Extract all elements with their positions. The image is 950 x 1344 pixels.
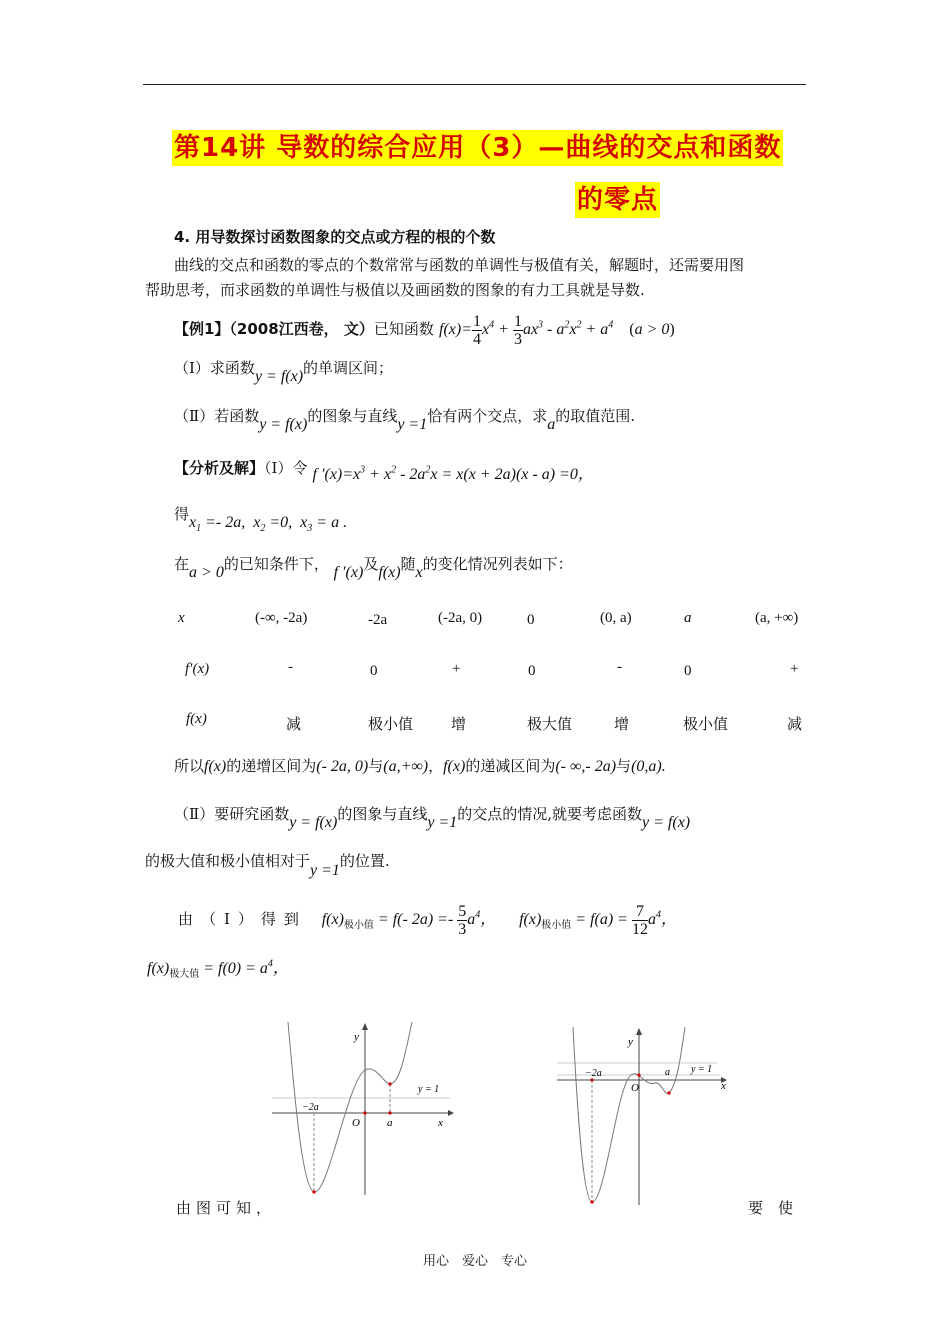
table-cell: 减: [286, 715, 302, 733]
roots-line: 得$x_1 =- 2a$, $x_2 =0$, $x_3 = a$ .: [174, 505, 348, 535]
table-cell: 极大值: [527, 715, 573, 733]
title-line-1: 第14讲 导数的综合应用（3）—曲线的交点和函数: [172, 130, 783, 166]
graph-left-neg2a: −2a: [302, 1102, 319, 1113]
part-2-line-2: 的极大值和极小值相对于y =1的位置.: [145, 852, 390, 879]
table-cell: f′(x): [185, 661, 210, 677]
table-cell: 0: [684, 663, 692, 679]
monotonic-summary: 所以f(x)的递增区间为(- 2a, 0)与(a,+∞)，f(x)的递减区间为(- ∞,- 2a)与(0,a).: [174, 757, 666, 775]
graph-left: [268, 1020, 458, 1200]
example-text: 已知函数: [373, 320, 434, 339]
condition-line: 在a > 0的已知条件下， f ′(x)及f(x)随x的变化情况列表如下：: [174, 555, 573, 581]
graph-right-origin: O: [631, 1082, 639, 1094]
table-cell: 极小值: [368, 715, 414, 733]
graph-right-neg2a: −2a: [585, 1068, 602, 1079]
table-cell: (0, a): [600, 610, 632, 626]
table-cell: x: [178, 610, 185, 626]
table-cell: 0: [528, 663, 536, 679]
graph-left-origin: O: [352, 1117, 360, 1129]
analysis: 【分析及解】（Ⅰ）令 f $'(x)=x^3 + x^2 - 2a^2x = x(x + 2a)(x - a) =0$，: [174, 459, 594, 483]
derivative-formula: f $'(x)=x^3 + x^2 - 2a^2x = x(x + 2a)(x - a) =0$，: [312, 464, 594, 483]
header-rule: [143, 84, 806, 85]
table-cell: (-∞, -2a): [255, 610, 308, 626]
table-cell: a: [684, 610, 692, 626]
table-cell: -: [288, 659, 293, 675]
graph-right-a: a: [665, 1067, 670, 1078]
table-cell: f(x): [186, 711, 207, 727]
example-formula: f(x)= $\frac{1}{4}$ $x^4$ + $\frac{1}{3}$ $ax^3 - a^2x^2 + a^4$ (a > 0): [439, 313, 675, 348]
intro-line-1: 曲线的交点和函数的零点的个数常常与函数的单调性与极值有关，解题时，还需要用图: [174, 256, 745, 274]
table-cell: (-2a, 0): [438, 610, 483, 626]
table-cell: 增: [451, 715, 467, 733]
example-1: [174, 313, 675, 348]
table-cell: 0: [527, 612, 535, 628]
graph-left-x-label: x: [438, 1117, 443, 1129]
table-cell: 0: [370, 663, 378, 679]
table-cell: +: [790, 661, 799, 677]
max-value-line: $f(x)_{极大值} = f(0) = a^4$，: [147, 958, 289, 981]
section-heading: 4. 用导数探讨函数图象的交点或方程的根的个数: [174, 228, 496, 246]
title-line-2: 的零点: [575, 182, 660, 218]
table-cell: 增: [614, 715, 630, 733]
graph-right-x-label: x: [721, 1080, 726, 1092]
table-cell: (a, +∞): [755, 610, 799, 626]
bottom-left-text: 由图可知，: [176, 1199, 277, 1217]
question-1: （Ⅰ）求函数y = f(x)的单调区间；: [174, 359, 394, 385]
table-cell: 极小值: [683, 715, 729, 733]
bottom-right-text: 要 使: [748, 1199, 794, 1217]
table-cell: +: [452, 661, 461, 677]
graph-left-y-label: y: [354, 1031, 359, 1043]
extreme-values-line: 由（Ⅰ）得到 $f(x)_{极小值} = f(-$ 2a) =- $\frac{5}{3}$ $a^4$， $f(x)_{极小值} = f(a)$ = $\frac{7}{12}$ $a^4$，: [178, 903, 677, 938]
graph-right: [555, 1025, 735, 1210]
example-label: 【例1】（2008江西卷， 文）: [174, 320, 374, 339]
table-cell: -2a: [368, 612, 388, 628]
table-cell: 减: [787, 715, 803, 733]
table-cell: -: [617, 659, 622, 675]
graph-right-y-label: y: [628, 1036, 633, 1048]
page-footer: 用心 爱心 专心: [422, 1254, 527, 1269]
graph-left-a: a: [387, 1117, 393, 1129]
part-2-line-1: （Ⅱ）要研究函数y = f(x)的图象与直线y =1的交点的情况,就要考虑函数y = f(x): [174, 805, 691, 831]
graph-right-line-label: y = 1: [691, 1064, 713, 1075]
question-2: （Ⅱ）若函数y = f(x)的图象与直线y =1恰有两个交点，求a的取值范围.: [174, 407, 636, 433]
intro-line-2: 帮助思考，而求函数的单调性与极值以及画函数的图象的有力工具就是导数.: [145, 281, 645, 299]
graph-left-line-label: y = 1: [418, 1084, 440, 1095]
